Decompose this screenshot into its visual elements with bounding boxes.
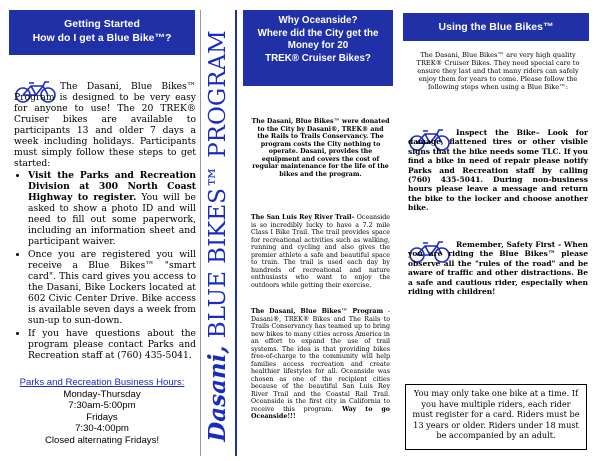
getting-started-banner — [9, 10, 195, 55]
trail-paragraph: The San Luis Rey River Trail– Oceanside is so incredibly lucky to have a 7.2 mile Class I Bike Trail. The trail provides space for recreational activities such as walking, running and cycling and also gives the premier athlete a safe and beautiful space to train. The trail is used each day by hundreds of recreational and nature enthusiasts who want to enjoy the outdoors while getting their exercise. — [251, 214, 391, 289]
using-bikes-heading: Using the Blue Bikes™ — [438, 21, 554, 33]
why-oceanside-banner: Why Oceanside? Where did the City get the Money for 20 TREK® Cruiser Bikes? — [243, 10, 393, 86]
getting-started-heading: Getting Started — [64, 18, 140, 30]
spine-brand: Dasani, — [204, 345, 231, 442]
step-contact: • If you have questions about the program please contact Parks and Recreation staff at (760) 435-5041. — [28, 328, 196, 361]
inspect-bike-paragraph: Inspect the Bike– Look for damage, flattened tires or other visible signs that the bike needs some TLC. If you find a bike in need of repair please notify Parks and Recreation staff by calling (760) 435-5041. During non-business hours please leave a message and return the bike to the locker and choose another bike. — [408, 128, 588, 213]
step-register: • Visit the Parks and Recreation Division at 300 North Coast Highway to register. You will be asked to show a photo ID and will need to fill out some paperwork, including an information sheet and participant waiver. — [28, 170, 196, 247]
care-intro: The Dasani, Blue Bikes™ are very high quality TREK® Cruiser Bikes. They need special care to ensure they last and that many riders can safely enjoy them for years to come. Please follow the following steps when using a Blue Bike™: — [416, 51, 580, 91]
registration-steps — [14, 170, 196, 363]
spine-title — [203, 16, 233, 456]
hours-title: Parks and Recreation Business Hours: — [19, 377, 185, 388]
spine-program-title: BLUE BIKES™ PROGRAM — [205, 30, 231, 339]
safety-paragraph: Remember, Safety First - When you are riding the Blue Bikes™ please observe all the "rules of the road" and be aware of traffic and other distractions. Be a safe and cautious rider, especially when riding with children! — [408, 240, 588, 297]
program-paragraph: The Dasani, Blue Bikes™ Program - Dasani®, TREK® Bikes and The Rails to Trails Conservancy has teamed up to bring new bikes to many cities across America in an effort to expand the use of trail systems. The idea is that providing bikes free-of-charge to the community will help families access recreation and create healthier lifestyles for all. Oceanside was chosen as one of the recipient cities because of the beautiful San Luis Rey River Trail and the Coastal Rail Trail. Oceanside is the first city in California to receive this program. Way to go Oceanside!!! — [251, 308, 390, 420]
spine-rule-right — [235, 10, 237, 456]
spine-rule-left — [200, 10, 201, 456]
step-smart-card: • Once you are registered you will receive a Blue Bikes™ "smart card". This card gives you access to the Dasani, Bike Lockers located at 602 Civic Center Drive. Bike access is available seven days a week from sun-up to sun-down. — [28, 249, 196, 326]
rider-rules-text: You may only take one bike at a time. If you have multiple riders, each rider must register for a card. Riders must be 13 years or older. Riders under 18 must be accompanied by an adult. — [412, 388, 580, 441]
donation-paragraph: The Dasani, Blue Bikes™ were donated to the City by Dasani®, TREK® and the Rails to Trails Conservancy. The program costs the City nothing to operate. Dasani, provides the equipment and covers the cost of regular maintenance for the life of the bikes and the program. — [251, 118, 390, 178]
rider-rules-box — [405, 384, 587, 450]
intro-paragraph: The Dasani, Blue Bikes™ Program is designed to be very easy for anyone to use! The 20 TREK® Cruiser bikes are available to participants 13 and older 7 days a week including holidays. Participants must simply follow these steps to get started: — [14, 81, 196, 169]
how-get-bike-heading: How do I get a Blue Bike™? — [32, 32, 172, 44]
using-bikes-banner — [403, 13, 589, 41]
business-hours: Parks and Recreation Business Hours: Monday-Thursday 7:30am-5:00pm Fridays 7:30-4:00pm Closed alternating Fridays! — [9, 377, 195, 447]
